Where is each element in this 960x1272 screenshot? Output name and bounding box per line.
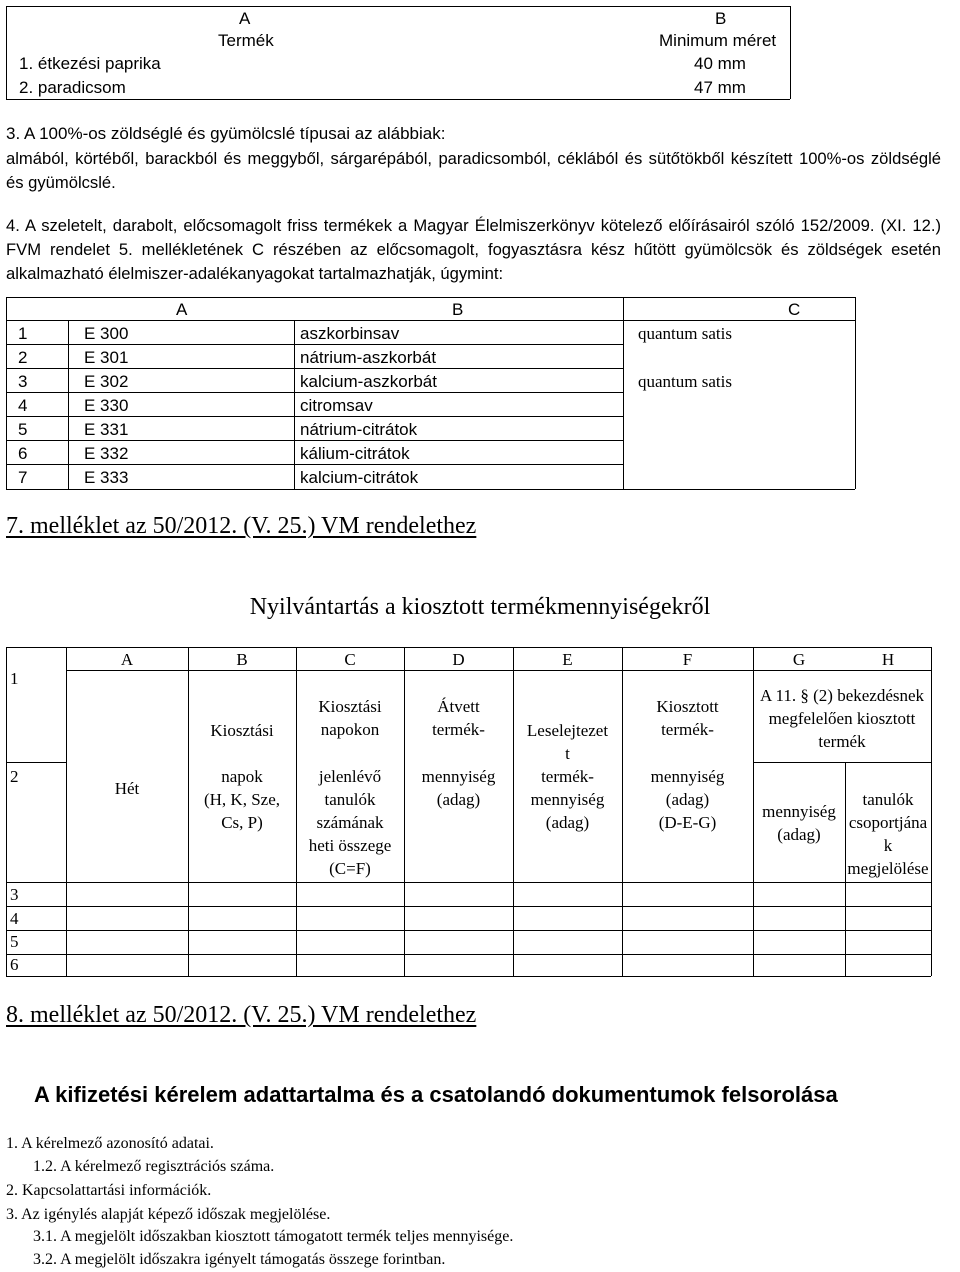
additive-name: nátrium-citrátok bbox=[300, 420, 418, 439]
additive-code: E 333 bbox=[84, 468, 129, 487]
row-number: 1 bbox=[10, 669, 19, 688]
quantum-satis: quantum satis bbox=[638, 372, 732, 391]
additive-code: E 330 bbox=[84, 396, 129, 415]
row-number: 4 bbox=[18, 396, 28, 415]
annex7-heading: 7. melléklet az 50/2012. (V. 25.) VM rendelethez bbox=[6, 513, 477, 539]
quantity-header: mennyiség (adag) bbox=[762, 802, 836, 844]
additive-code: E 331 bbox=[84, 420, 129, 439]
annex7-title: Nyilvántartás a kiosztott termékmennyiségekről bbox=[249, 594, 711, 620]
row-number: 4 bbox=[10, 909, 19, 928]
col-letter: G bbox=[792, 650, 806, 669]
distributed-product-header: Kiosztott termék- bbox=[656, 697, 719, 739]
row-number: 7 bbox=[18, 468, 28, 487]
row-number: 6 bbox=[18, 444, 28, 463]
distribution-days-detail: napok (H, K, Sze, Cs, P) bbox=[203, 767, 280, 832]
product-name: 1. étkezési paprika bbox=[19, 54, 161, 73]
row-number: 5 bbox=[18, 420, 28, 439]
col-letter: F bbox=[682, 650, 693, 669]
row-number: 3 bbox=[18, 372, 28, 391]
item3-text: almából, körtéből, barackból és meggyből, sárgarépából, paradicsomból, céklából és sütőtökből készített 100%-os zöldséglé és gyümölcslé. bbox=[6, 149, 941, 192]
annex8-heading: 8. melléklet az 50/2012. (V. 25.) VM rendelethez bbox=[6, 1002, 477, 1028]
list-item: 3. Az igénylés alapját képező időszak megjelölése. bbox=[6, 1206, 331, 1223]
additive-name: nátrium-aszkorbát bbox=[300, 348, 437, 367]
week-header: Hét bbox=[114, 779, 140, 798]
row-number: 2 bbox=[10, 767, 19, 786]
list-item: 3.1. A megjelölt időszakban kiosztott támogatott termék teljes mennyisége. bbox=[33, 1228, 514, 1245]
received-product-detail: mennyiség (adag) bbox=[421, 767, 496, 809]
additive-name: kalcium-aszkorbát bbox=[300, 372, 437, 391]
col-letter: B bbox=[236, 650, 248, 669]
col-letter: C bbox=[344, 650, 356, 669]
col-letter: H bbox=[881, 650, 895, 669]
students-present-detail: jelenlévő tanulók számának heti összege (C=F) bbox=[308, 767, 392, 878]
col-b-letter: B bbox=[452, 300, 464, 319]
col-b-letter: B bbox=[715, 9, 727, 28]
additive-code: E 301 bbox=[84, 348, 129, 367]
list-item: 1. A kérelmező azonosító adatai. bbox=[6, 1135, 214, 1152]
col-letter: D bbox=[452, 650, 465, 669]
additive-name: citromsav bbox=[300, 396, 373, 415]
item4-text: 4. A szeletelt, darabolt, előcsomagolt friss termékek a Magyar Élelmiszerkönyv kötelező előírásairól szóló 152/2009. (XI. 12.) FVM rendelet 5. mellékletének C részében az előcsomagolt, fogyasztásra kész hűtött gyümölcsök és zöldségek esetén alkalmazható élelmiszer-adalékanyagokat tartalmazhatják, úgymint: bbox=[6, 216, 941, 283]
distributed-product-detail: mennyiség (adag) (D-E-G) bbox=[650, 767, 725, 832]
row-number: 2 bbox=[18, 348, 28, 367]
additive-name: kálium-citrátok bbox=[300, 444, 410, 463]
received-product-header: Átvett termék- bbox=[432, 697, 485, 739]
discarded-product-header: Leselejtezet t bbox=[526, 721, 609, 763]
list-item: 2. Kapcsolattartási információk. bbox=[6, 1182, 212, 1199]
additive-code: E 300 bbox=[84, 324, 129, 343]
min-size-header: Minimum méret bbox=[659, 31, 777, 50]
students-present-header: Kiosztási napokon bbox=[318, 697, 382, 739]
product-size: 47 mm bbox=[694, 78, 746, 97]
list-item: 3.2. A megjelölt időszakra igényelt támogatás összege forintban. bbox=[33, 1251, 446, 1268]
col-a-letter: A bbox=[239, 9, 251, 28]
additive-code: E 332 bbox=[84, 444, 129, 463]
product-name: 2. paradicsom bbox=[19, 78, 126, 97]
list-item: 1.2. A kérelmező regisztrációs száma. bbox=[33, 1158, 275, 1175]
distribution-days-header: Kiosztási bbox=[210, 721, 274, 740]
additive-name: aszkorbinsav bbox=[300, 324, 400, 343]
row-number: 5 bbox=[10, 932, 19, 951]
annex8-title: A kifizetési kérelem adattartalma és a csatolandó dokumentumok felsorolása bbox=[34, 1082, 838, 1107]
additive-name: kalcium-citrátok bbox=[300, 468, 419, 487]
product-size: 40 mm bbox=[694, 54, 746, 73]
col-c-letter: C bbox=[788, 300, 801, 319]
product-header: Termék bbox=[218, 31, 274, 50]
row-number: 6 bbox=[10, 955, 19, 974]
student-group-header: tanulók csoportjána k megjelölése bbox=[847, 790, 929, 878]
quantum-satis: quantum satis bbox=[638, 324, 732, 343]
col-letter: A bbox=[120, 650, 134, 669]
col-letter: E bbox=[562, 650, 573, 669]
additive-code: E 302 bbox=[84, 372, 129, 391]
article-11-product-header: A 11. § (2) bekezdésnek megfelelően kiosztott termék bbox=[759, 686, 925, 751]
row-number: 1 bbox=[18, 324, 28, 343]
col-a-letter: A bbox=[176, 300, 188, 319]
item3-intro: 3. A 100%-os zöldséglé és gyümölcslé típusai az alábbiak: bbox=[6, 124, 446, 143]
row-number: 3 bbox=[10, 885, 19, 904]
discarded-product-detail: termék- mennyiség (adag) bbox=[530, 767, 605, 832]
